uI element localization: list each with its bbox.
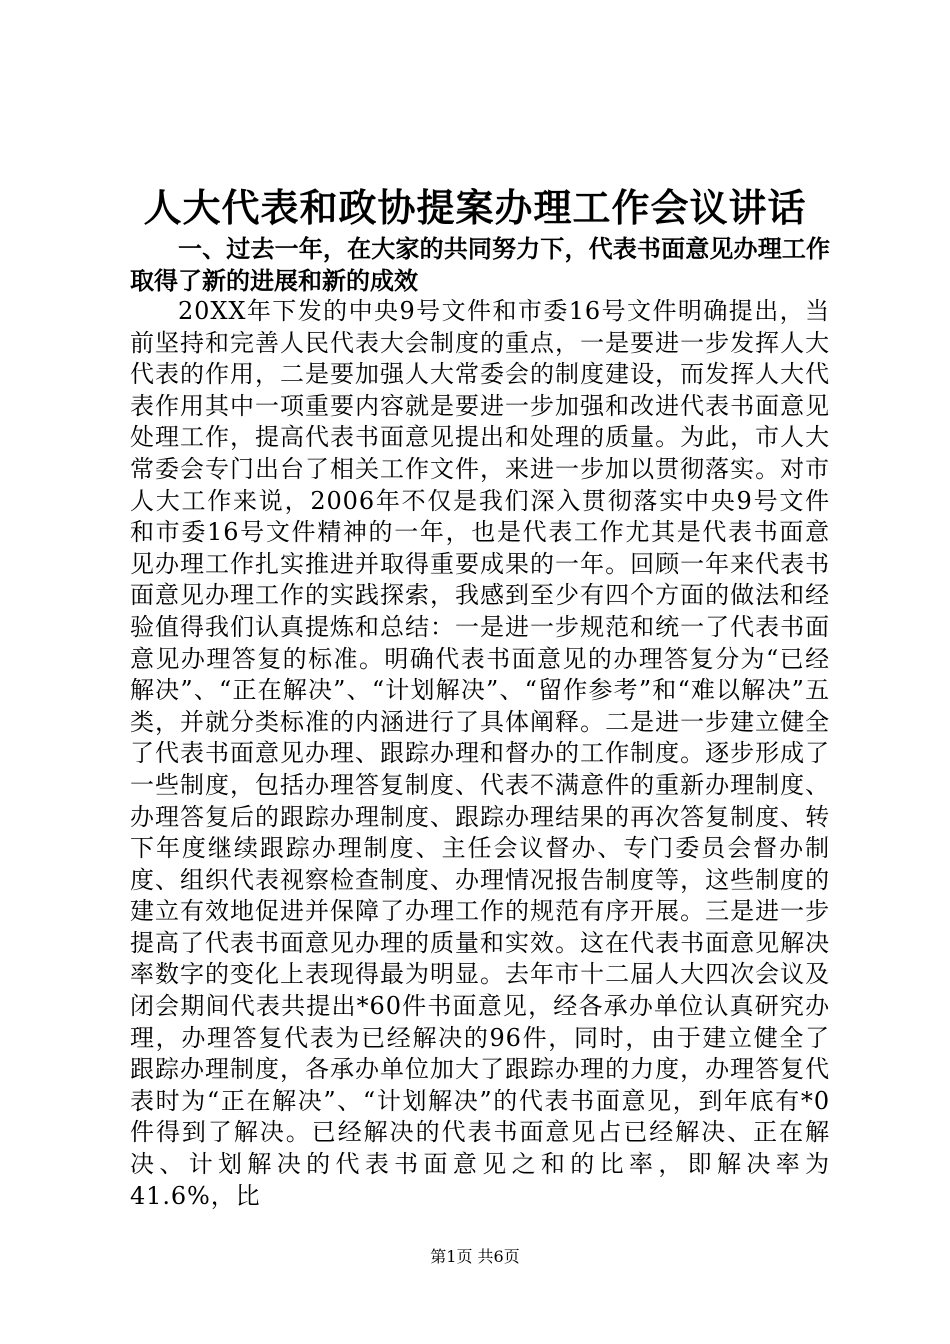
- section-heading: 一、过去一年，在大家的共同努力下，代表书面意见办理工作取得了新的进展和新的成效: [130, 235, 830, 295]
- page-footer: 第1页 共6页: [430, 1247, 520, 1266]
- body-paragraph: 20XX年下发的中央9号文件和市委16号文件明确提出，当前坚持和完善人民代表大会制度的重点，一是要进一步发挥人大代表的作用，二是要加强人大常委会的制度建设，而发挥人大代表作用其中一项重要内容就是要进一步加强和改进代表书面意见处理工作，提高代表书面意见提出和处理的质量。为此，市人大常委会专门出台了相关工作文件，来进一步加以贯彻落实。对市人大工作来说，2006年不仅是我们深入贯彻落实中央9号文件和市委16号文件精神的一年，也是代表工作尤其是代表书面意见办理工作扎实推进并取得重要成果的一年。回顾一年来代表书面意见办理工作的实践探索，我感到至少有四个方面的做法和经验值得我们认真提炼和总结：一是进一步规范和统一了代表书面意见办理答复的标准。明确代表书面意见的办理答复分为“已经解决”、“正在解决”、“计划解决”、“留作参考”和“难以解决”五类，并就分类标准的内涵进行了具体阐释。二是进一步建立健全了代表书面意见办理、跟踪办理和督办的工作制度。逐步形成了一些制度，包括办理答复制度、代表不满意件的重新办理制度、办理答复后的跟踪办理制度、跟踪办理结果的再次答复制度、转下年度继续跟踪办理制度、主任会议督办、专门委员会督办制度、组织代表视察检查制度、办理情况报告制度等，这些制度的建立有效地促进并保障了办理工作的规范有序开展。三是进一步提高了代表书面意见办理的质量和实效。这在代表书面意见解决率数字的变化上表现得最为明显。去年市十二届人大四次会议及闭会期间代表共提出*60件书面意见，经各承办单位认真研究办理，办理答复代表为已经解决的96件，同时，由于建立健全了跟踪办理制度，各承办单位加大了跟踪办理的力度，办理答复代表时为“正在解决”、“计划解决”的代表书面意见，到年底有*0件得到了解决。已经解决的代表书面意见占已经解决、正在解决、计划解决的代表书面意见之和的比率，即解决率为41.6%，比: [130, 297, 830, 1210]
- document-title: 人大代表和政协提案办理工作会议讲话: [143, 186, 807, 230]
